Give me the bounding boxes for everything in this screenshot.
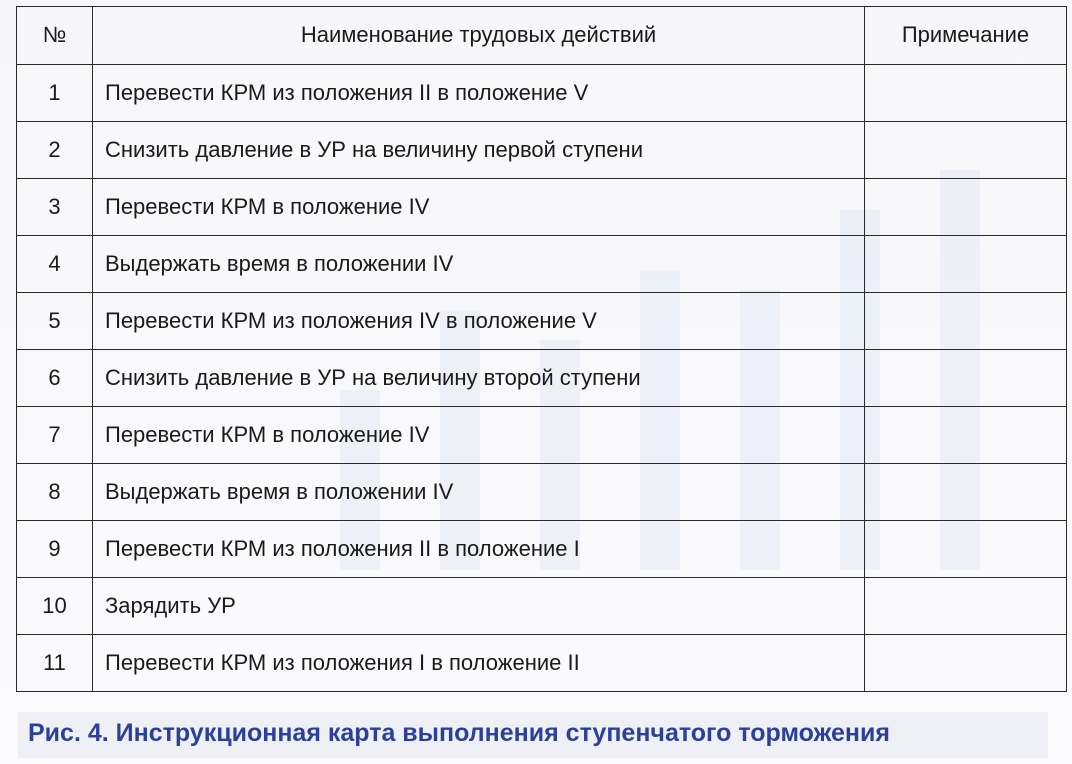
header-number: № [17,7,93,65]
row-number: 8 [17,464,93,521]
row-number: 10 [17,578,93,635]
row-number: 5 [17,293,93,350]
row-note [865,122,1067,179]
table-row [17,521,1067,578]
row-number: 1 [17,65,93,122]
row-note [865,350,1067,407]
row-note [865,578,1067,635]
row-action: Снизить давление в УР на величину второй ступени [93,350,865,407]
row-action: Перевести КРМ из положения IV в положение V [93,293,865,350]
row-number: 9 [17,521,93,578]
header-note: Примечание [865,7,1067,65]
row-action: Зарядить УР [93,578,865,635]
row-number: 7 [17,407,93,464]
header-action: Наименование трудовых действий [93,7,865,65]
row-note [865,293,1067,350]
table-row [17,578,1067,635]
row-action: Перевести КРМ из положения II в положение I [93,521,865,578]
table-row [17,407,1067,464]
row-note [865,179,1067,236]
figure-caption: Рис. 4. Инструкционная карта выполнения ступенчатого торможения [28,719,890,747]
table-row [17,293,1067,350]
row-note [865,521,1067,578]
row-number: 6 [17,350,93,407]
row-action: Перевести КРМ из положения I в положение II [93,635,865,692]
row-action: Перевести КРМ в положение IV [93,179,865,236]
row-note [865,65,1067,122]
row-action: Выдержать время в положении IV [93,464,865,521]
table-body [17,65,1067,692]
row-number: 3 [17,179,93,236]
table-row [17,122,1067,179]
row-action: Выдержать время в положении IV [93,236,865,293]
row-number: 11 [17,635,93,692]
row-number: 4 [17,236,93,293]
row-note [865,236,1067,293]
row-note [865,464,1067,521]
instruction-card-table [16,6,1067,692]
row-action: Перевести КРМ из положения II в положение V [93,65,865,122]
row-action: Снизить давление в УР на величину первой ступени [93,122,865,179]
table-header-row [17,7,1067,65]
table-row [17,236,1067,293]
row-number: 2 [17,122,93,179]
table-row [17,464,1067,521]
table-row [17,635,1067,692]
table-row [17,350,1067,407]
table-row [17,65,1067,122]
row-note [865,407,1067,464]
table-row [17,179,1067,236]
row-action: Перевести КРМ в положение IV [93,407,865,464]
row-note [865,635,1067,692]
